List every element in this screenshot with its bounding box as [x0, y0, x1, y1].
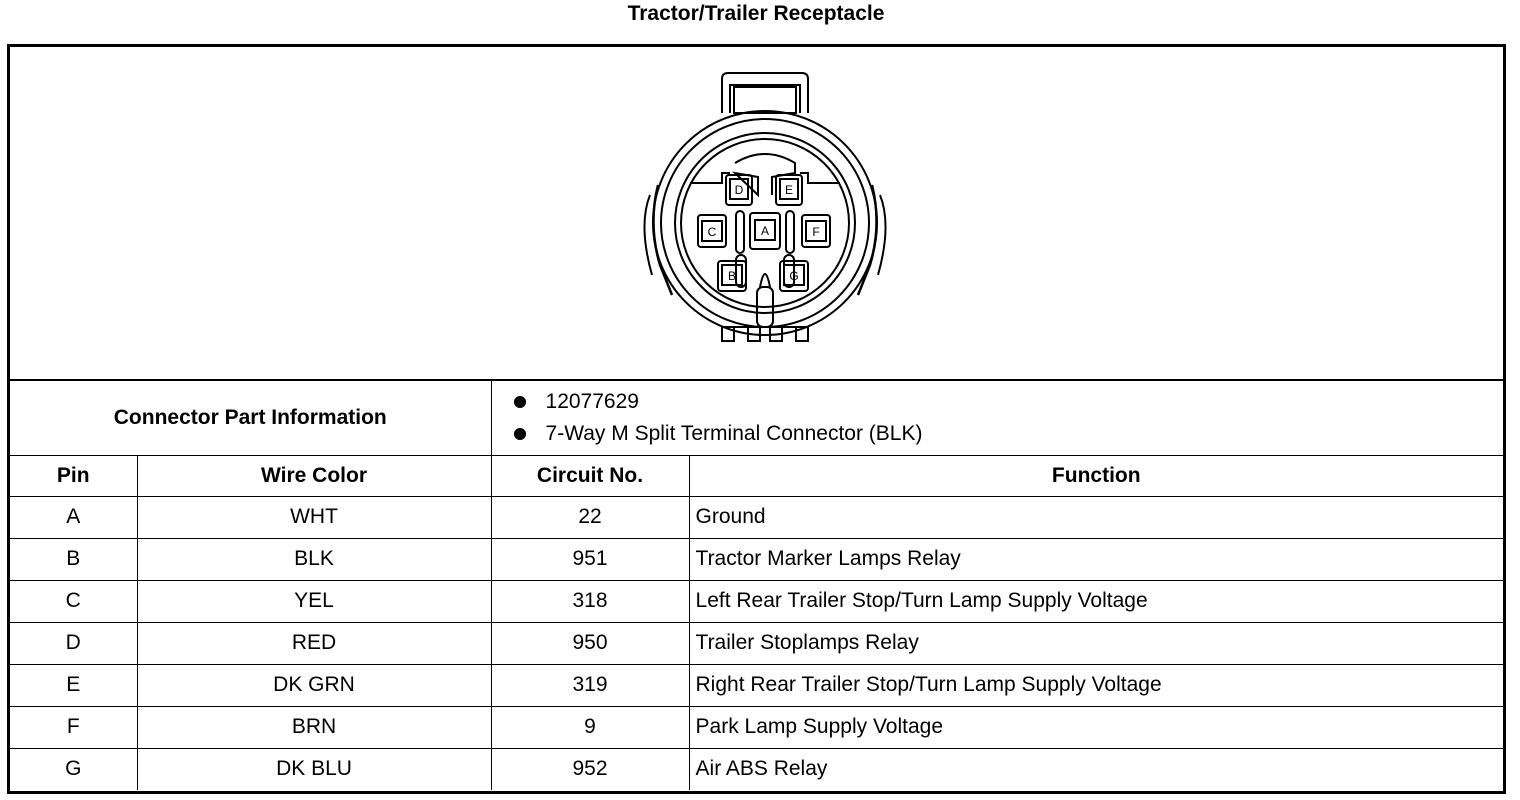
header-circuit-no: Circuit No. [491, 455, 689, 496]
cell-circuit: 319 [491, 664, 689, 706]
svg-text:D: D [734, 183, 744, 197]
cell-circuit: 318 [491, 580, 689, 622]
cell-circuit: 951 [491, 538, 689, 580]
pin-cavity-D [726, 175, 752, 205]
table-header-row [10, 455, 1503, 496]
cell-wire-color: BLK [137, 538, 491, 580]
svg-text:G: G [789, 269, 799, 283]
cell-wire-color: BRN [137, 706, 491, 748]
table-row [10, 622, 1503, 664]
header-pin: Pin [10, 455, 137, 496]
table-row [10, 580, 1503, 622]
svg-text:B: B [727, 269, 737, 283]
pin-cavity-G [780, 261, 808, 291]
pin-cavity-F [802, 215, 830, 247]
cell-wire-color: DK BLU [137, 748, 491, 790]
cell-circuit: 952 [491, 748, 689, 790]
cell-pin: E [10, 664, 137, 706]
pin-cavity-A [750, 213, 780, 249]
table-row [10, 748, 1503, 790]
header-wire-color: Wire Color [137, 455, 491, 496]
cell-function: Air ABS Relay [689, 748, 1503, 790]
pin-cavity-E [776, 175, 802, 205]
cell-wire-color: DK GRN [137, 664, 491, 706]
cell-function: Left Rear Trailer Stop/Turn Lamp Supply Voltage [689, 580, 1503, 622]
cell-circuit: 9 [491, 706, 689, 748]
page-title: Tractor/Trailer Receptacle [627, 2, 885, 25]
svg-text:E: E [784, 183, 794, 197]
bullet-icon [514, 396, 526, 408]
cell-wire-color: RED [137, 622, 491, 664]
connector-info-label: Connector Part Information [10, 381, 491, 455]
table-row [10, 664, 1503, 706]
cell-pin: B [10, 538, 137, 580]
cell-function: Park Lamp Supply Voltage [689, 706, 1503, 748]
cell-function: Tractor Marker Lamps Relay [689, 538, 1503, 580]
connector-face-diagram [630, 65, 890, 365]
svg-text:F: F [812, 225, 820, 239]
cell-function: Right Rear Trailer Stop/Turn Lamp Supply Voltage [689, 664, 1503, 706]
table-row [10, 538, 1503, 580]
cell-wire-color: WHT [137, 496, 491, 538]
bullet-icon [514, 428, 526, 440]
connector-info-list [491, 381, 1503, 455]
cell-pin: G [10, 748, 137, 790]
connector-table-frame [7, 44, 1506, 794]
pin-cavity-C [698, 215, 726, 247]
header-function: Function [689, 455, 1503, 496]
cell-pin: D [10, 622, 137, 664]
connector-illustration-area [10, 47, 1503, 381]
table-row [10, 706, 1503, 748]
cell-function: Trailer Stoplamps Relay [689, 622, 1503, 664]
table-row [10, 496, 1503, 538]
connector-info-item: 12077629 [514, 386, 1497, 418]
svg-text:C: C [707, 225, 717, 239]
cell-circuit: 22 [491, 496, 689, 538]
connector-info-row [10, 381, 1503, 455]
cell-wire-color: YEL [137, 580, 491, 622]
cell-pin: F [10, 706, 137, 748]
cell-circuit: 950 [491, 622, 689, 664]
connector-info-item: 7-Way M Split Terminal Connector (BLK) [514, 418, 1497, 450]
cell-pin: C [10, 580, 137, 622]
pin-table [10, 381, 1503, 790]
cell-pin: A [10, 496, 137, 538]
svg-text:A: A [760, 224, 770, 238]
cell-function: Ground [689, 496, 1503, 538]
